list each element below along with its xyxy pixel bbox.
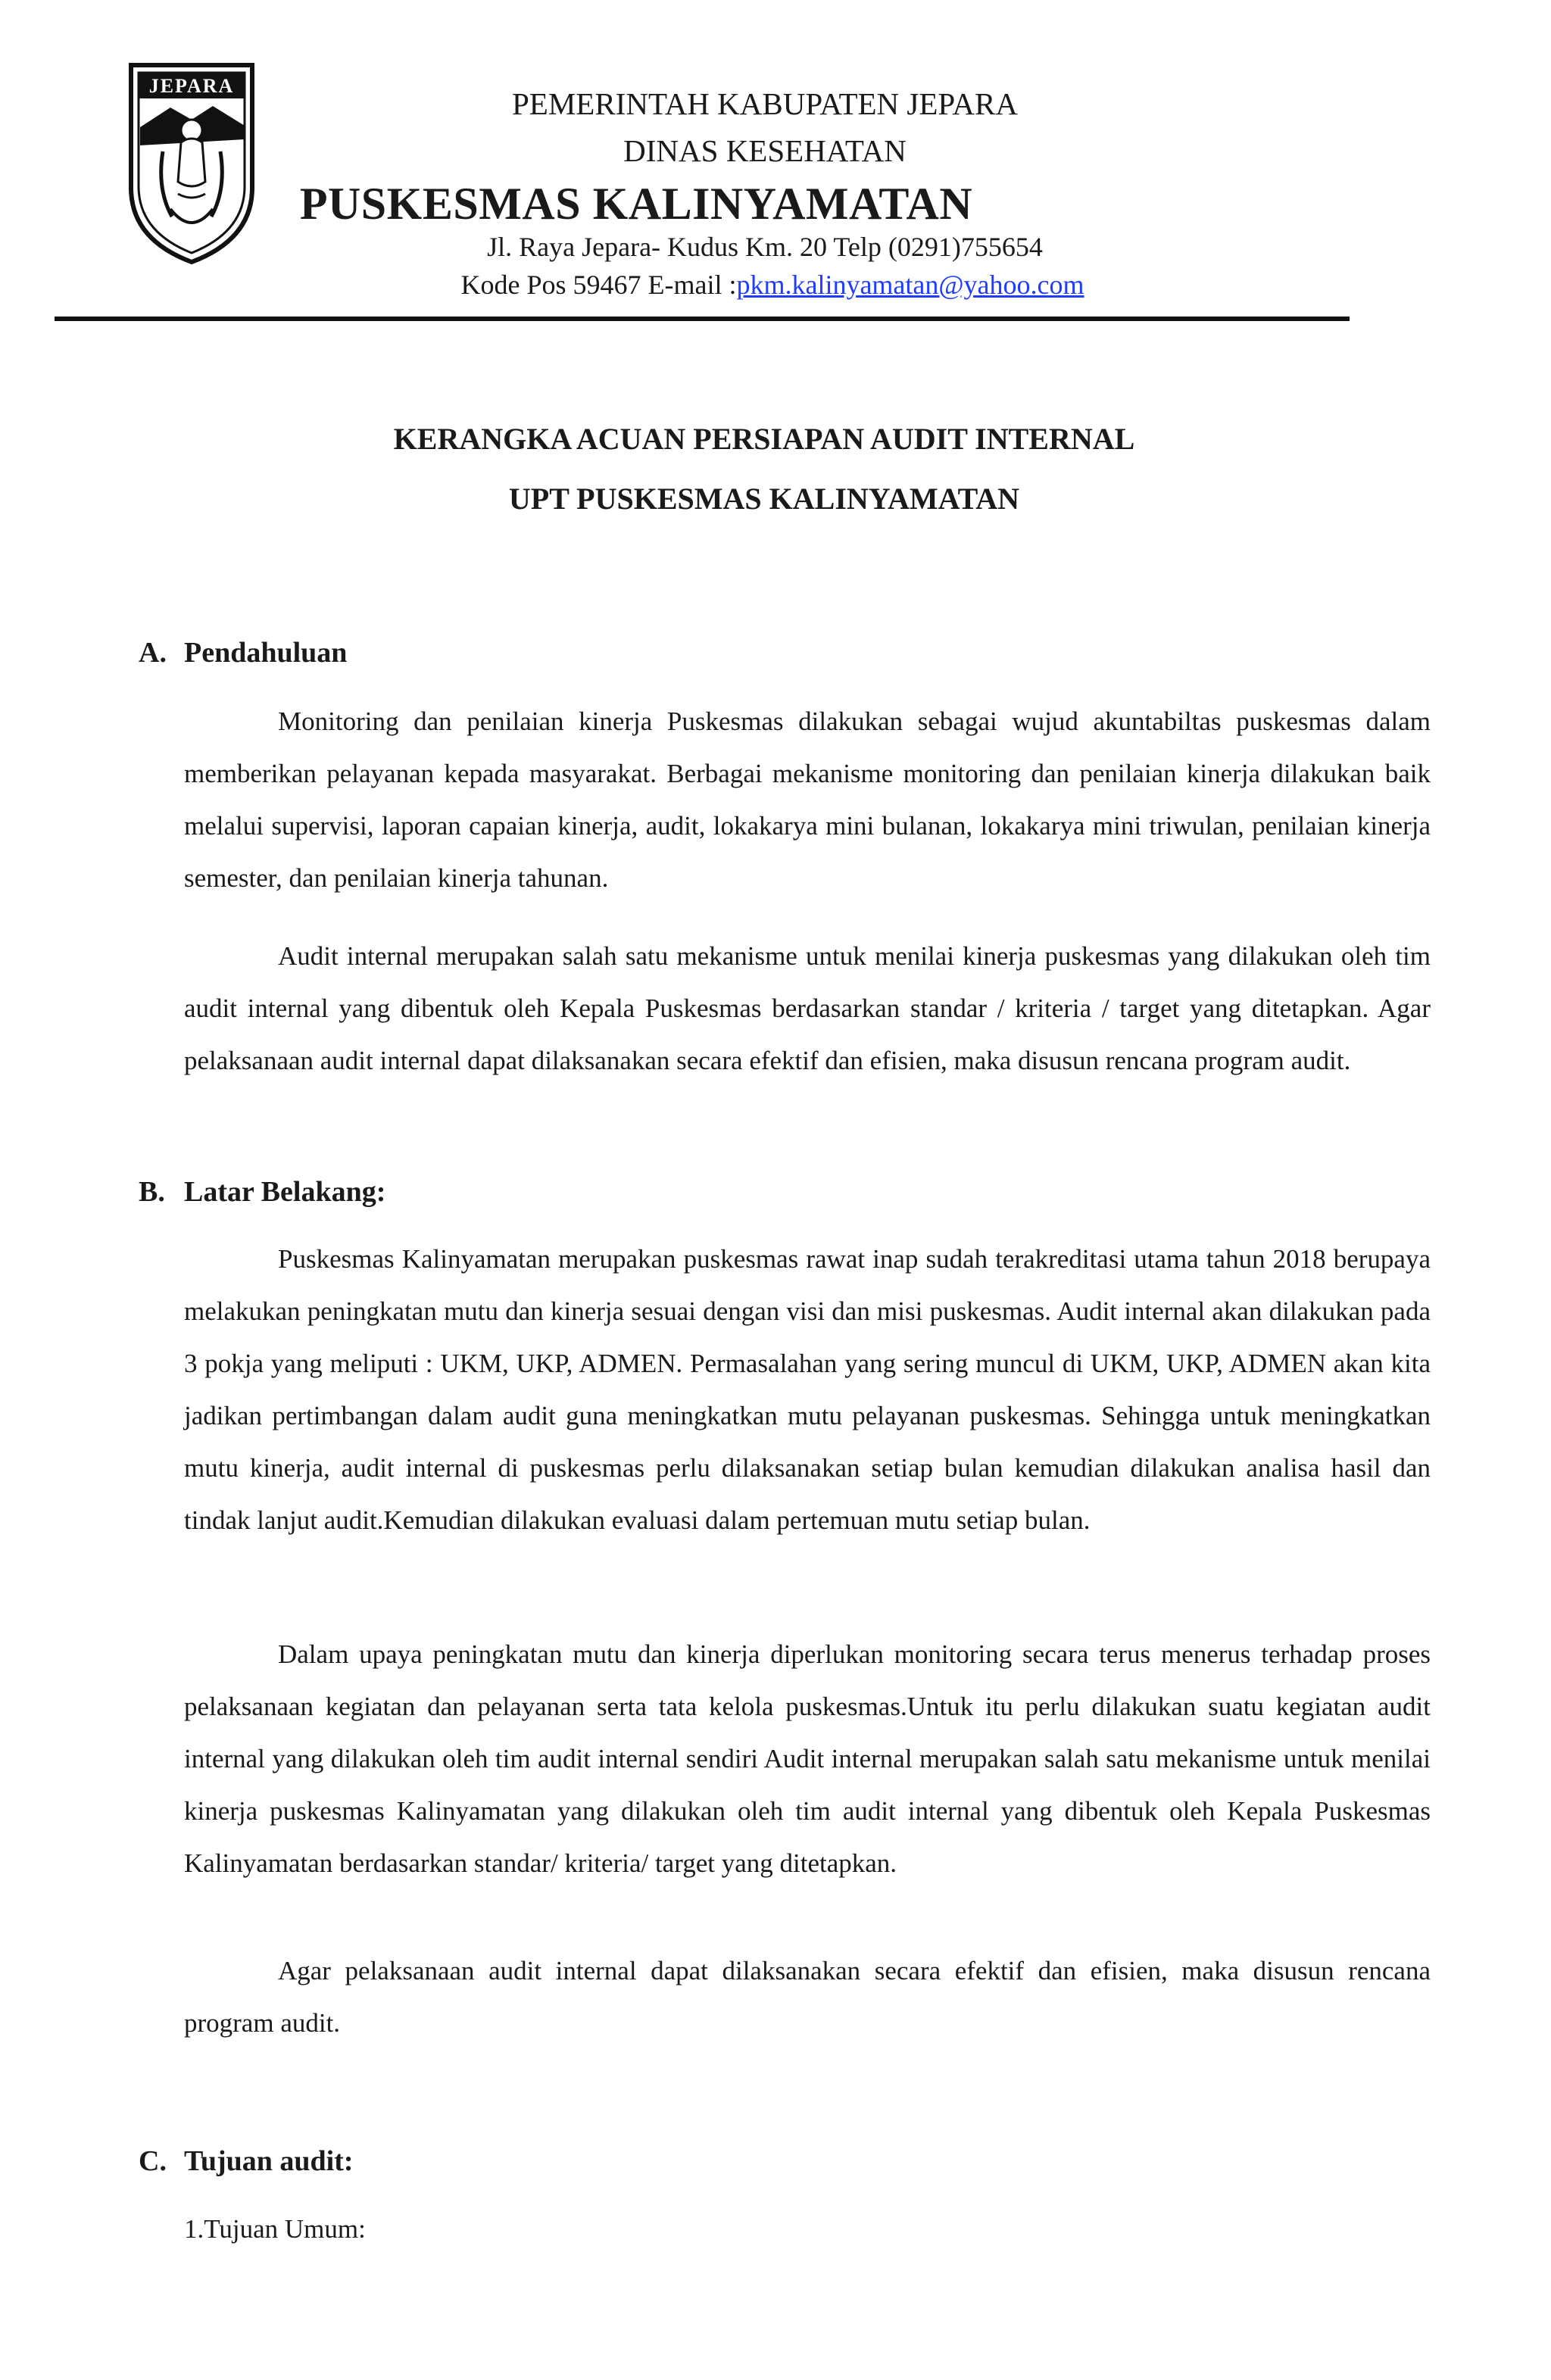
header-government: PEMERINTAH KABUPATEN JEPARA — [511, 86, 1018, 121]
section-b-letter: B. — [139, 1176, 165, 1208]
section-c-heading — [139, 2144, 354, 2178]
section-c-letter: C. — [139, 2145, 167, 2177]
section-b-paragraph-2: Dalam upaya peningkatan mutu dan kinerja diperlukan monitoring secara terus menerus terhadap proses pelaksanaan kegiatan dan pelayanan serta tata kelola puskesmas.Untuk itu perlu dilakukan suatu kegiatan audit internal yang dilakukan oleh tim audit internal sendiri Audit internal merupakan salah satu mekanisme untuk menilai kinerja puskesmas Kalinyamatan yang dilakukan oleh tim audit internal yang dibentuk oleh Kepala Puskesmas Kalinyamatan berdasarkan standar/ kriteria/ target yang ditetapkan. — [184, 1639, 1431, 1878]
section-c-title: Tujuan audit: — [184, 2145, 354, 2177]
section-a-paragraph-2: Audit internal merupakan salah satu mekanisme untuk menilai kinerja puskesmas yang dilakukan oleh tim audit internal yang dibentuk oleh Kepala Puskesmas berdasarkan standar / kriteria / target yang ditetapkan. Agar pelaksanaan audit internal dapat dilaksanakan secara efektif dan efisien, maka disusun rencana program audit. — [184, 941, 1431, 1075]
document-subtitle: UPT PUSKESMAS KALINYAMATAN — [508, 482, 1020, 516]
section-c-subheading: 1.Tujuan Umum: — [184, 2214, 366, 2244]
section-a-title: Pendahuluan — [184, 637, 348, 669]
jepara-emblem-logo — [117, 61, 266, 265]
section-a-letter: A. — [139, 637, 167, 669]
email-link[interactable]: pkm.kalinyamatan@yahoo.com — [736, 270, 1084, 300]
header-address: Jl. Raya Jepara- Kudus Km. 20 Telp (0291)755654 — [487, 232, 1043, 262]
section-b-paragraph-1: Puskesmas Kalinyamatan merupakan puskesmas rawat inap sudah terakreditasi utama tahun 2018 berupaya melakukan peningkatan mutu dan kinerja sesuai dengan visi dan misi puskesmas. Audit internal akan dilakukan pada 3 pokja yang meliputi : UKM, UKP, ADMEN. Permasalahan yang sering muncul di UKM, UKP, ADMEN akan kita jadikan pertimbangan dalam audit guna meningkatkan mutu pelayanan puskesmas. Sehingga untuk meningkatkan mutu kinerja, audit internal di puskesmas perlu dilaksanakan setiap bulan kemudian dilakukan analisa hasil dan tindak lanjut audit.Kemudian dilakukan evaluasi dalam pertemuan mutu setiap bulan. — [184, 1244, 1431, 1535]
section-b-heading — [139, 1175, 385, 1209]
document-title: KERANGKA ACUAN PERSIAPAN AUDIT INTERNAL — [393, 422, 1135, 456]
section-a-paragraph-1: Monitoring dan penilaian kinerja Puskesmas dilakukan sebagai wujud akuntabiltas puskesmas dalam memberikan pelayanan kepada masyarakat. Berbagai mekanisme monitoring dan penilaian kinerja dilakukan baik melalui supervisi, laporan capaian kinerja, audit, lokakarya mini bulanan, lokakarya mini triwulan, penilaian kinerja semester, dan penilaian kinerja tahunan. — [184, 707, 1431, 893]
section-b-paragraph-3: Agar pelaksanaan audit internal dapat dilaksanakan secara efektif dan efisien, maka disusun rencana program audit. — [184, 1956, 1431, 2038]
header-contact — [356, 269, 1189, 301]
header-divider — [55, 317, 1350, 321]
header-institution: PUSKESMAS KALINYAMATAN — [299, 179, 973, 229]
section-a-heading — [139, 636, 347, 669]
section-b-title: Latar Belakang: — [184, 1176, 386, 1208]
header-postal-email-label: Kode Pos 59467 E-mail : — [460, 270, 737, 300]
svg-text:JEPARA: JEPARA — [148, 75, 235, 97]
header-department: DINAS KESEHATAN — [623, 133, 907, 168]
